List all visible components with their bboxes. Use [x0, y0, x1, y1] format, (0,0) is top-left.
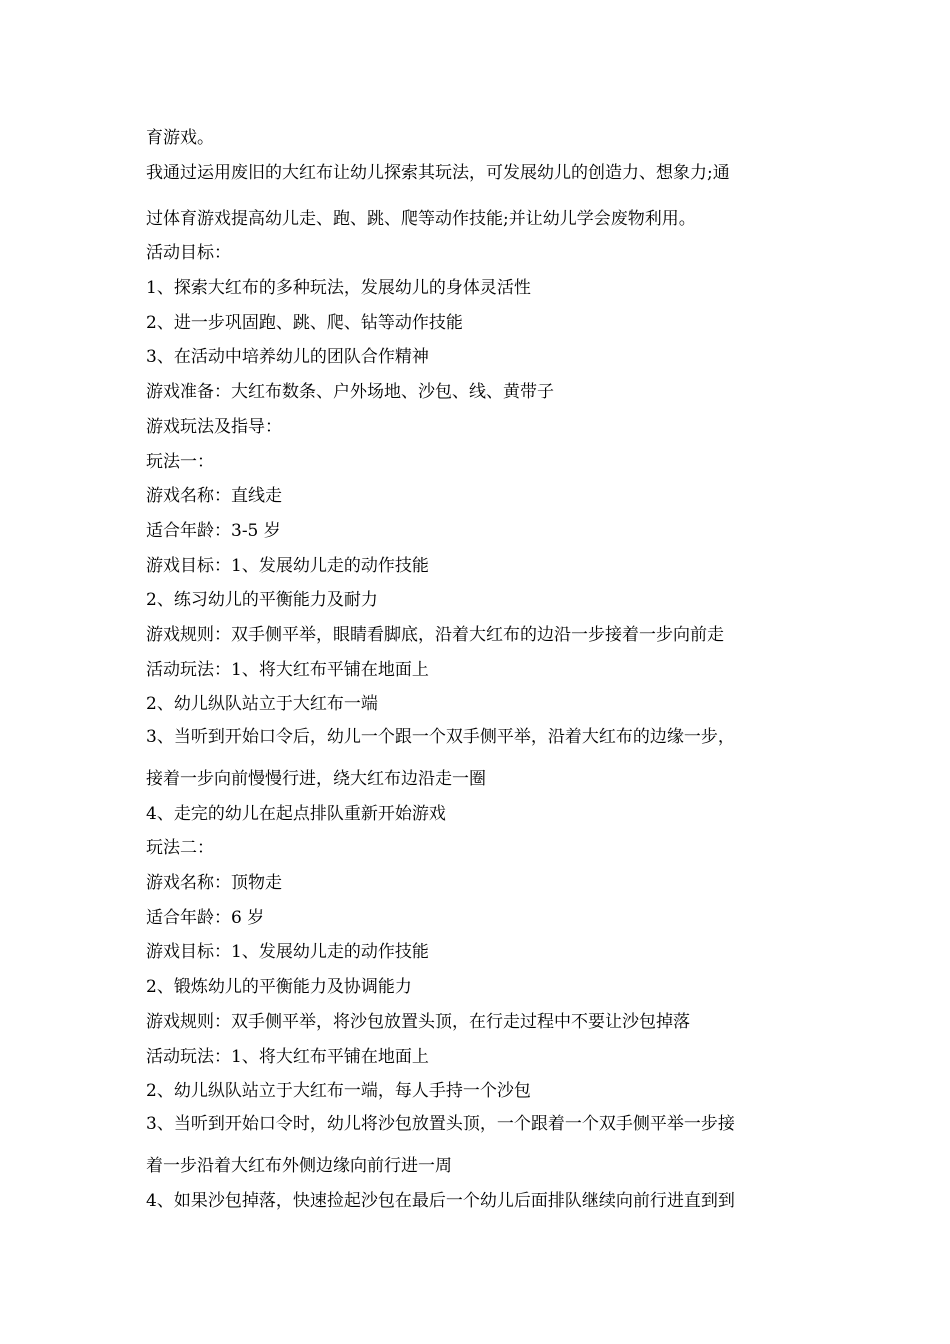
text-line: 游戏规则：双手侧平举，将沙包放置头顶，在行走过程中不要让沙包掉落 — [146, 1011, 690, 1032]
text-line: 游戏目标：1、发展幼儿走的动作技能 — [146, 555, 429, 576]
text-line: 2、锻炼幼儿的平衡能力及协调能力 — [146, 977, 412, 998]
text-line: 我通过运用废旧的大红布让幼儿探索其玩法，可发展幼儿的创造力、想象力;通 — [146, 162, 730, 183]
text-line: 游戏名称：直线走 — [146, 486, 282, 507]
section-heading: 玩法二： — [146, 838, 214, 859]
text-line: 着一步沿着大红布外侧边缘向前行进一周 — [146, 1155, 452, 1176]
text-line: 活动玩法：1、将大红布平铺在地面上 — [146, 659, 429, 680]
text-line: 活动玩法：1、将大红布平铺在地面上 — [146, 1046, 429, 1067]
text-line: 适合年龄：3-5 岁 — [146, 520, 281, 541]
section-heading: 游戏玩法及指导： — [146, 416, 282, 437]
text-line: 接着一步向前慢慢行进，绕大红布边沿走一圈 — [146, 769, 486, 789]
text-line: 4、走完的幼儿在起点排队重新开始游戏 — [146, 803, 446, 824]
text-line: 2、幼儿纵队站立于大红布一端 — [146, 694, 378, 715]
text-line: 2、幼儿纵队站立于大红布一端，每人手持一个沙包 — [146, 1081, 531, 1102]
text-line: 适合年龄：6 岁 — [146, 907, 265, 928]
document-body — [146, 121, 811, 1218]
text-line: 游戏名称：顶物走 — [146, 873, 282, 894]
text-line: 2、进一步巩固跑、跳、爬、钻等动作技能 — [146, 312, 463, 333]
text-line: 4、如果沙包掉落，快速捡起沙包在最后一个幼儿后面排队继续向前行进直到到 — [146, 1190, 735, 1211]
text-line: 游戏规则：双手侧平举，眼睛看脚底，沿着大红布的边沿一步接着一步向前走 — [146, 624, 724, 645]
text-line: 3、当听到开始口令后，幼儿一个跟一个双手侧平举，沿着大红布的边缘一步， — [146, 727, 735, 747]
text-line: 2、练习幼儿的平衡能力及耐力 — [146, 590, 378, 611]
text-line: 过体育游戏提高幼儿走、跑、跳、爬等动作技能;并让幼儿学会废物利用。 — [146, 208, 696, 229]
section-heading: 活动目标： — [146, 243, 231, 264]
text-line: 3、在活动中培养幼儿的团队合作精神 — [146, 347, 429, 368]
text-line: 1、探索大红布的多种玩法，发展幼儿的身体灵活性 — [146, 278, 531, 299]
text-line: 游戏准备：大红布数条、户外场地、沙包、线、黄带子 — [146, 382, 554, 403]
text-line: 育游戏。 — [146, 128, 214, 148]
text-line: 游戏目标：1、发展幼儿走的动作技能 — [146, 942, 429, 963]
section-heading: 玩法一： — [146, 451, 214, 472]
text-line: 3、当听到开始口令时，幼儿将沙包放置头顶，一个跟着一个双手侧平举一步接 — [146, 1113, 735, 1134]
